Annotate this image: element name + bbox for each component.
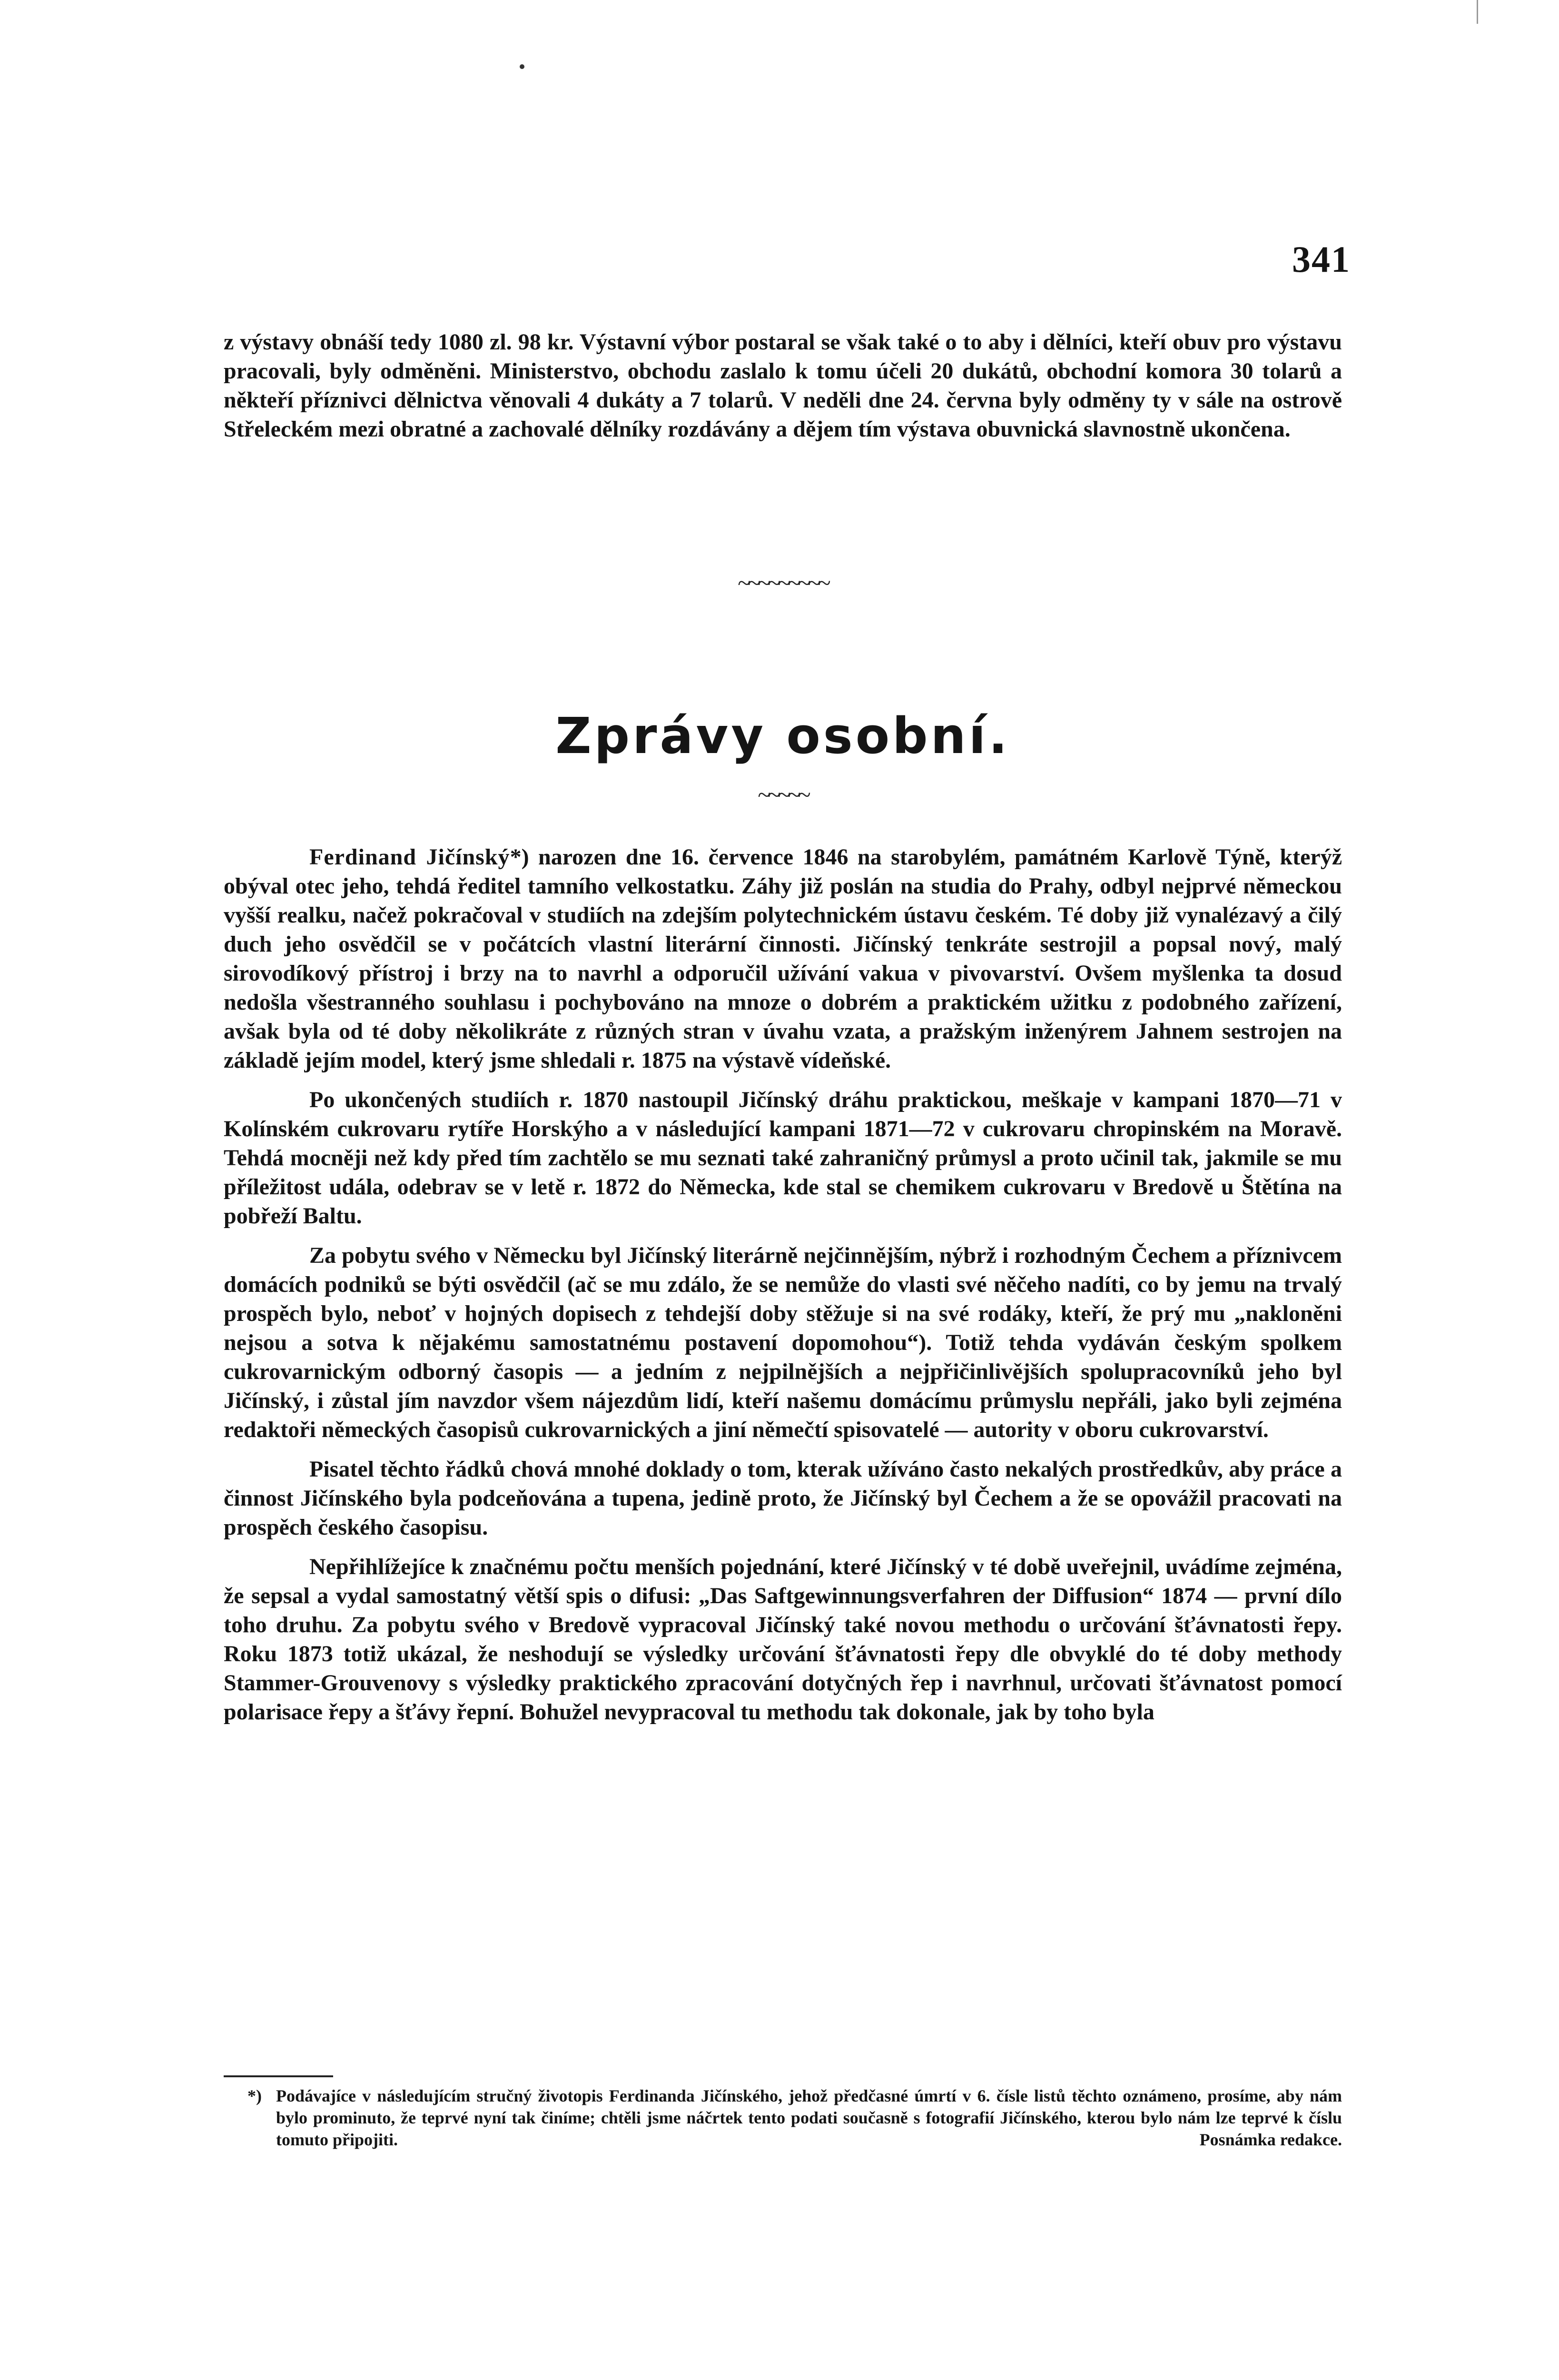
- paragraph-2: Po ukončených studiích r. 1870 nastoupil Jičínský dráhu praktickou, meškaje v kampani 1870—71 v Kolínském cukrovaru rytíře Horskýho a v následující kampani 1871—72 v cukrovaru chropinském na Moravě. Tehdá mocněji než kdy před tím zachtělo se mu seznati také zahraničný průmysl a proto učinil tak, jakmile se mu příležitost udála, odebrav se v letě r. 1872 do Německa, kde stal se chemikem cukrovaru v Bredově u Štětína na pobřeží Baltu.: [224, 1087, 1342, 1229]
- section-header: [224, 0, 1342, 857]
- section-heading: Zprávy osobní.: [555, 707, 1010, 765]
- paragraph-5: Nepřihlížejíce k značnému počtu menších pojednání, které Jičínský v té době uveřejnil, uvádíme zejména, že sepsal a vydal samostatný větší spis o difusi: „Das Saftgewinnungsverfahren der Diffusion“ 1874 — první dílo toho druhu. Za pobytu svého v Bredově vypracoval Jičínský také novou methodu o určování šťávnatosti řepy. Roku 1873 totiž ukázal, že neshodují se výsledky určování šťávnatosti řepy dle obvyklé do té doby methody Stammer-Grouvenovy s výsledky praktického zpracování dotyčných řep i navrhnul, určovati šťávnatost pomocí polarisace řepy a šťávy řepní. Bohužel nevypracoval tu methodu tak dokonale, jak by toho byla: [224, 1554, 1342, 1725]
- footnote: [247, 2085, 1342, 2151]
- ornament-top: ~~~~~~~~~: [738, 569, 828, 596]
- paragraph-1-text: narozen dne 16. července 1846 na starobylém, památném Karlově Týně, kterýž obýval otec jeho, tehdá ředitel tamního velkostatku. Záhy již poslán na studia do Prahy, odbyl nejprvé německou vyšší realku, načež pokračoval v studiích na zdejším polytechnickém ústavu českém. Té doby již vynalézavý a čilý duch jeho osvědčil se v počátcích vlastní literární činnosti. Jičínský tenkráte sestrojil a popsal nový, malý sirovodíkový přístroj i brzy na to navrhl a odporučil užívání vakua v pivovarství. Ovšem myšlenka ta dosud nedošla všestranného souhlasu i pochybováno na mnoze o dobrém a praktickém užitku z podobného zařízení, avšak byla od té doby několikráte z různých stran v úvahu vzata, a pražským inženýrem Jahnem sestrojen na základě jejím model, který jsme shledali r. 1875 na výstavě vídeňské.: [224, 844, 1342, 1073]
- footnote-rule: [224, 2075, 333, 2077]
- paragraph-1: [224, 843, 1342, 1075]
- footnote-text: Podávajíce v následujícím stručný životopis Ferdinanda Jičínského, jehož předčasné úmrtí v 6. čísle listů těchto oznámeno, prosíme, aby nám bylo prominuto, že teprvé nyní tak činíme; chtěli jsme náčrtek tento podati současně s fotografií Jičínského, kterou bylo nám lze teprvé k číslu tomuto připojiti.: [276, 2086, 1342, 2149]
- page-number: 341: [1292, 238, 1351, 280]
- article-body: [224, 843, 1342, 1737]
- person-name-mark: *): [510, 844, 529, 870]
- scan-mark: [1477, 0, 1478, 24]
- paragraph-3: Za pobytu svého v Německu byl Jičínský literárně nejčinnějším, nýbrž i rozhodným Čechem a příznivcem domácích podniků se býti osvědčil (ač se mu zdálo, že se nemůže do vlasti své něčeho nadíti, co by jemu na trvalý prospěch bylo, neboť v hojných dopisech z tehdejší doby stěžuje si na své rodáky, kteří, že prý mu „nakloněni nejsou a sotva k nějakému samostatnému postavení dopomohou“). Totiž tehda vydáván českým spolkem cukrovarnickým odborný časopis — a jedním z nejpilnějších a nejpřičinlivějších spolupracovníků jeho byl Jičínský, i zůstal jím navzdor všem nájezdům lidí, kteří našemu domácímu průmyslu nepřáli, jako byli zejména redaktoři německých časopisů cukrovarnických a jiní němečtí spisovatelé — autority v oboru cukrovarství.: [224, 1243, 1342, 1442]
- paragraph-4: Pisatel těchto řádků chová mnohé doklady o tom, kterak užíváno často nekalých prostředkův, aby práce a činnost Jičínského byla podceňována a tupena, jedině proto, že Jičínský byl Čechem a že se opovážil pracovati na prospěch českého časopisu.: [224, 1457, 1342, 1540]
- person-name: Ferdinand Jičínský: [309, 844, 510, 870]
- footnote-signature: Posnámka redakce.: [1199, 2130, 1342, 2149]
- intro-paragraph: z výstavy obnáší tedy 1080 zl. 98 kr. Výstavní výbor postaral se však také o to aby i dělníci, kteří obuv pro výstavu pracovali, byly odměněni. Ministerstvo, obchodu zaslalo k tomu účeli 20 dukátů, obchodní komora 30 tolarů a někteří příznivci dělnictva věnovali 4 dukáty a 7 tolarů. V neděli dne 24. června byly odměny ty v sále na ostrově Střeleckém mezi obratné a zachovalé dělníky rozdávány a dějem tím výstava obuvnická slavnostně ukončena.: [224, 329, 1342, 442]
- footnote-mark: *): [247, 2086, 262, 2105]
- ornament-bottom: ~~~~~: [758, 781, 808, 808]
